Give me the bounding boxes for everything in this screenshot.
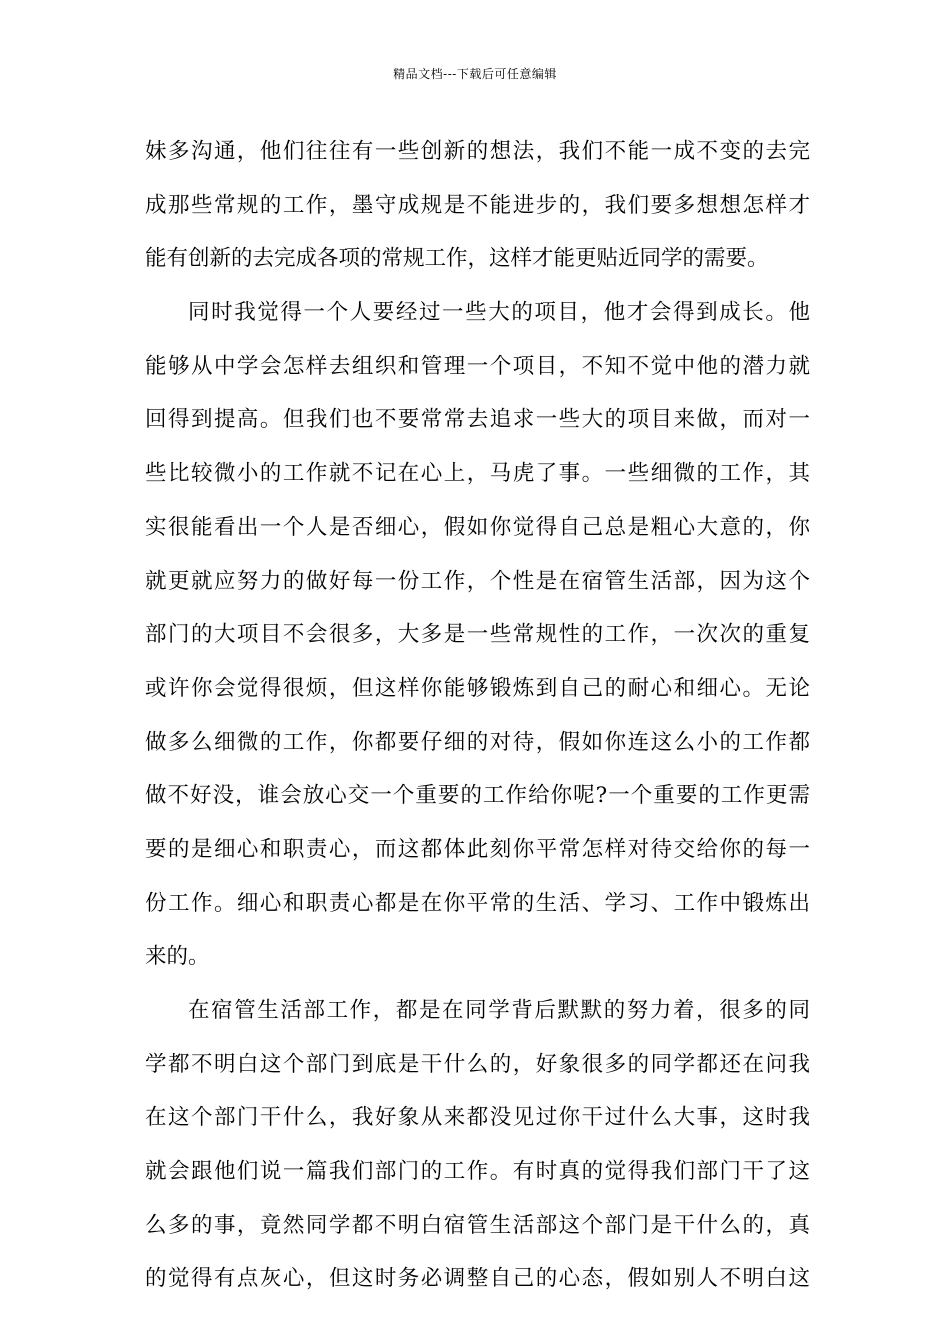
text-line: 能有创新的去完成各项的常规工作，这样才能更贴近同学的需要。 bbox=[145, 246, 769, 272]
text-line: 学都不明白这个部门到底是干什么的，好象很多的同学都还在问我 bbox=[145, 1051, 810, 1077]
text-line: 些比较微小的工作就不记在心上，马虎了事。一些细微的工作，其 bbox=[145, 461, 810, 487]
text-line: 或许你会觉得很烦，但这样你能够锻炼到自己的耐心和细心。无论 bbox=[145, 675, 810, 701]
text-line: 回得到提高。但我们也不要常常去追求一些大的项目来做，而对一 bbox=[145, 407, 810, 433]
text-line: 做多么细微的工作，你都要仔细的对待，假如你连这么小的工作都 bbox=[145, 729, 810, 755]
text-line: 部门的大项目不会很多，大多是一些常规性的工作，一次次的重复 bbox=[145, 622, 810, 648]
text-line: 就会跟他们说一篇我们部门的工作。有时真的觉得我们部门干了这 bbox=[145, 1159, 810, 1185]
paragraph-start-line: 在宿管生活部工作，都是在同学背后默默的努力着，很多的同 bbox=[188, 998, 810, 1023]
text-line: 就更就应努力的做好每一份工作，个性是在宿管生活部，因为这个 bbox=[145, 568, 810, 594]
body-text bbox=[145, 132, 810, 1313]
text-line: 么多的事，竟然同学都不明白宿管生活部这个部门是干什么的，真 bbox=[145, 1212, 810, 1238]
text-line: 做不好没，谁会放心交一个重要的工作给你呢?一个重要的工作更需 bbox=[145, 783, 810, 809]
paragraph-start-line: 同时我觉得一个人要经过一些大的项目，他才会得到成长。他 bbox=[188, 300, 810, 326]
page-header: 精品文档---下载后可任意编辑 bbox=[393, 67, 557, 81]
text-line: 实很能看出一个人是否细心，假如你觉得自己总是粗心大意的，你 bbox=[145, 514, 810, 540]
text-line: 要的是细心和职责心，而这都体此刻你平常怎样对待交给你的每一 bbox=[145, 836, 810, 862]
text-line: 成那些常规的工作，墨守成规是不能进步的，我们要多想想怎样才 bbox=[145, 192, 810, 218]
text-line: 来的。 bbox=[145, 944, 210, 970]
text-line: 在这个部门干什么，我好象从来都没见过你干过什么大事，这时我 bbox=[145, 1105, 810, 1131]
text-line: 能够从中学会怎样去组织和管理一个项目，不知不觉中他的潜力就 bbox=[145, 353, 810, 379]
text-line: 份工作。细心和职责心都是在你平常的生活、学习、工作中锻炼出 bbox=[145, 890, 810, 916]
text-line: 的觉得有点灰心，但这时务必调整自己的心态，假如别人不明白这 bbox=[145, 1266, 810, 1292]
text-line: 妹多沟通，他们往往有一些创新的想法，我们不能一成不变的去完 bbox=[145, 139, 810, 164]
